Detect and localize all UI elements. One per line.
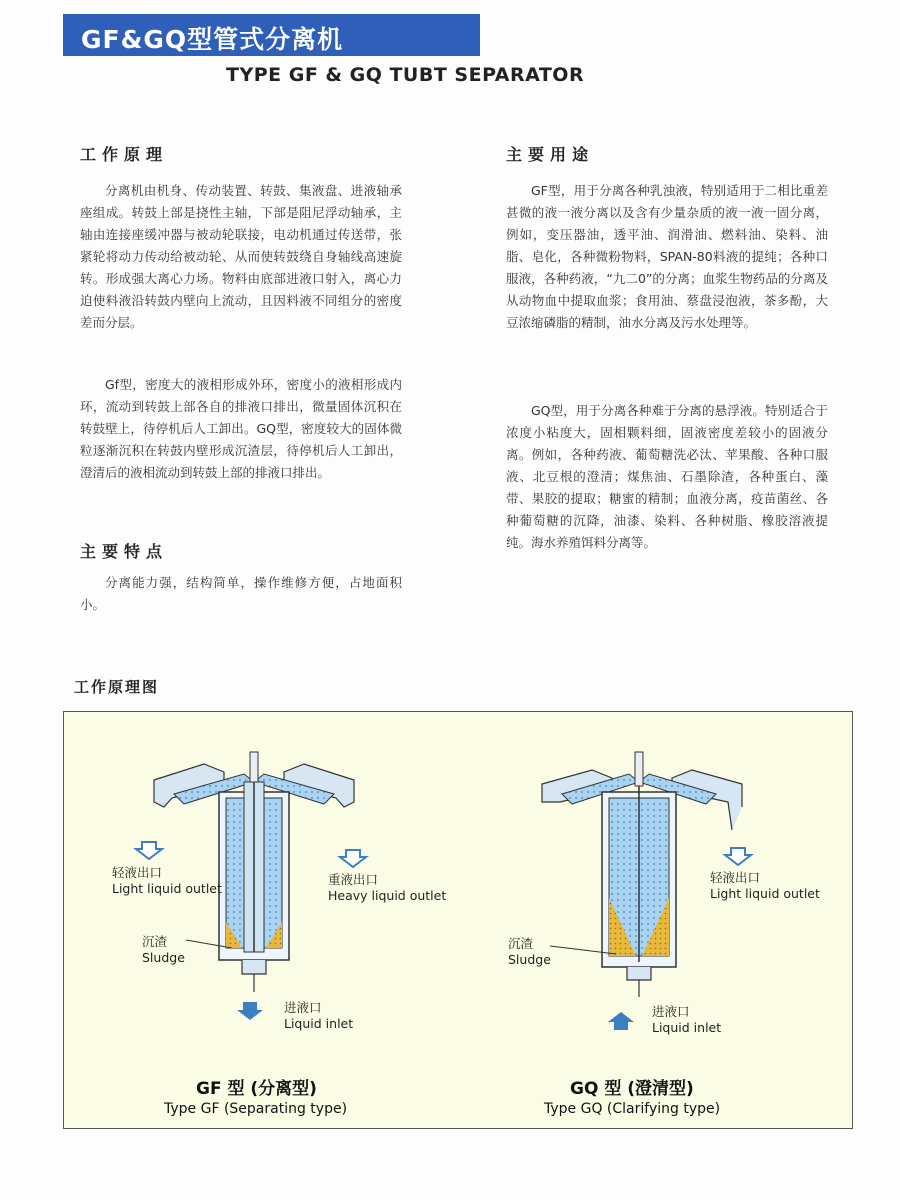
page-subtitle: TYPE GF & GQ TUBT SEPARATOR <box>226 64 585 86</box>
uses-paragraph-1: GF型，用于分离各种乳浊液，特别适用于二相比重差甚微的液一液分离以及含有少量杂质的液一液一固分离，例如，变压器油，透平油、润滑油、燃料油、染料、油脂、皂化，各种微粉物料，SPAN-80料液的提纯；各种口服液，各种药液，“九二0”的分离；血浆生物药品的分离及从动物血中提取血浆；食用油、蔡盘浸泡液，茶多酚，大豆浓缩磷脂的精制，油水分离及污水处理等。 <box>506 183 828 330</box>
gf-caption-cn: GF 型 (分离型) <box>196 1079 317 1099</box>
gf-inlet-en: Liquid inlet <box>284 1016 354 1031</box>
page-title: GF&GQ型管式分离机 <box>81 25 344 54</box>
gq-light-outlet-cn: 轻液出口 <box>710 870 761 885</box>
gf-sludge-en: Sludge <box>142 950 185 965</box>
gf-light-outlet-en: Light liquid outlet <box>112 881 222 896</box>
heading-features: 主要特点 <box>80 542 169 561</box>
uses-paragraph-2: GQ型，用于分离各种难于分离的悬浮液。特别适合于浓度小粘度大，固相颗料细，固液密度差较小的固液分离。例如，各种药液、葡萄糖洗必汰、苹果酸、各种口服液、北豆根的澄清；煤焦油、石墨除渣，各种蛋白、藻带、果胶的提取；糖蜜的精制；血液分离，疫苗菌丝、各种葡萄糖的沉降，油漆、染料、各种树脂、橡胶溶液提纯。海水养殖饵料分离等。 <box>506 403 828 550</box>
gq-light-outlet-en: Light liquid outlet <box>710 886 820 901</box>
diagram-illustration <box>64 712 852 1128</box>
diagram-panel <box>63 711 853 1129</box>
gf-caption-en: Type GF (Separating type) <box>164 1101 348 1117</box>
heading-uses: 主要用途 <box>506 145 595 164</box>
title-bar <box>63 14 480 56</box>
principle-paragraph-2: Gf型，密度大的液相形成外环，密度小的液相形成内环，流动到转鼓上部各自的排液口排出，微量固体沉积在转鼓壁上，待停机后人工卸出。GQ型，密度较大的固体微粒逐渐沉积在转鼓内壁形成沉渣层，待停机后人工卸出，澄清后的液相流动到转鼓上部的排液口排出。 <box>80 377 402 480</box>
heading-diagram: 工作原理图 <box>74 678 160 696</box>
gq-sludge-cn: 沉渣 <box>508 936 534 951</box>
gq-caption-en: Type GQ (Clarifying type) <box>544 1101 721 1117</box>
heading-principle: 工作原理 <box>80 145 169 164</box>
gf-heavy-outlet-en: Heavy liquid outlet <box>328 888 447 903</box>
gq-caption-cn: GQ 型 (澄清型) <box>570 1079 694 1099</box>
gf-sludge-cn: 沉渣 <box>142 934 168 949</box>
features-paragraph: 分离能力强，结构简单，操作维修方便，占地面积小。 <box>80 575 402 612</box>
gf-inlet-cn: 进液口 <box>284 1000 322 1015</box>
gf-light-outlet-cn: 轻液出口 <box>112 865 163 880</box>
principle-paragraph-1: 分离机由机身、传动装置、转鼓、集液盘、进液轴承座组成。转鼓上部是挠性主轴，下部是阻尼浮动轴承，主轴由连接座缓冲器与被动轮联接，电动机通过传送带，张紧轮将动力传动给被动轮、从而使转鼓绕自身轴线高速旋转。形成强大离心力场。物料由底部进液口射入，离心力迫使料液沿转鼓内壁向上流动，且因料液不同组分的密度差而分层。 <box>80 183 402 330</box>
gf-heavy-outlet-cn: 重液出口 <box>328 872 379 887</box>
gq-inlet-cn: 进液口 <box>652 1004 690 1019</box>
gq-sludge-en: Sludge <box>508 952 551 967</box>
gq-inlet-en: Liquid inlet <box>652 1020 722 1035</box>
